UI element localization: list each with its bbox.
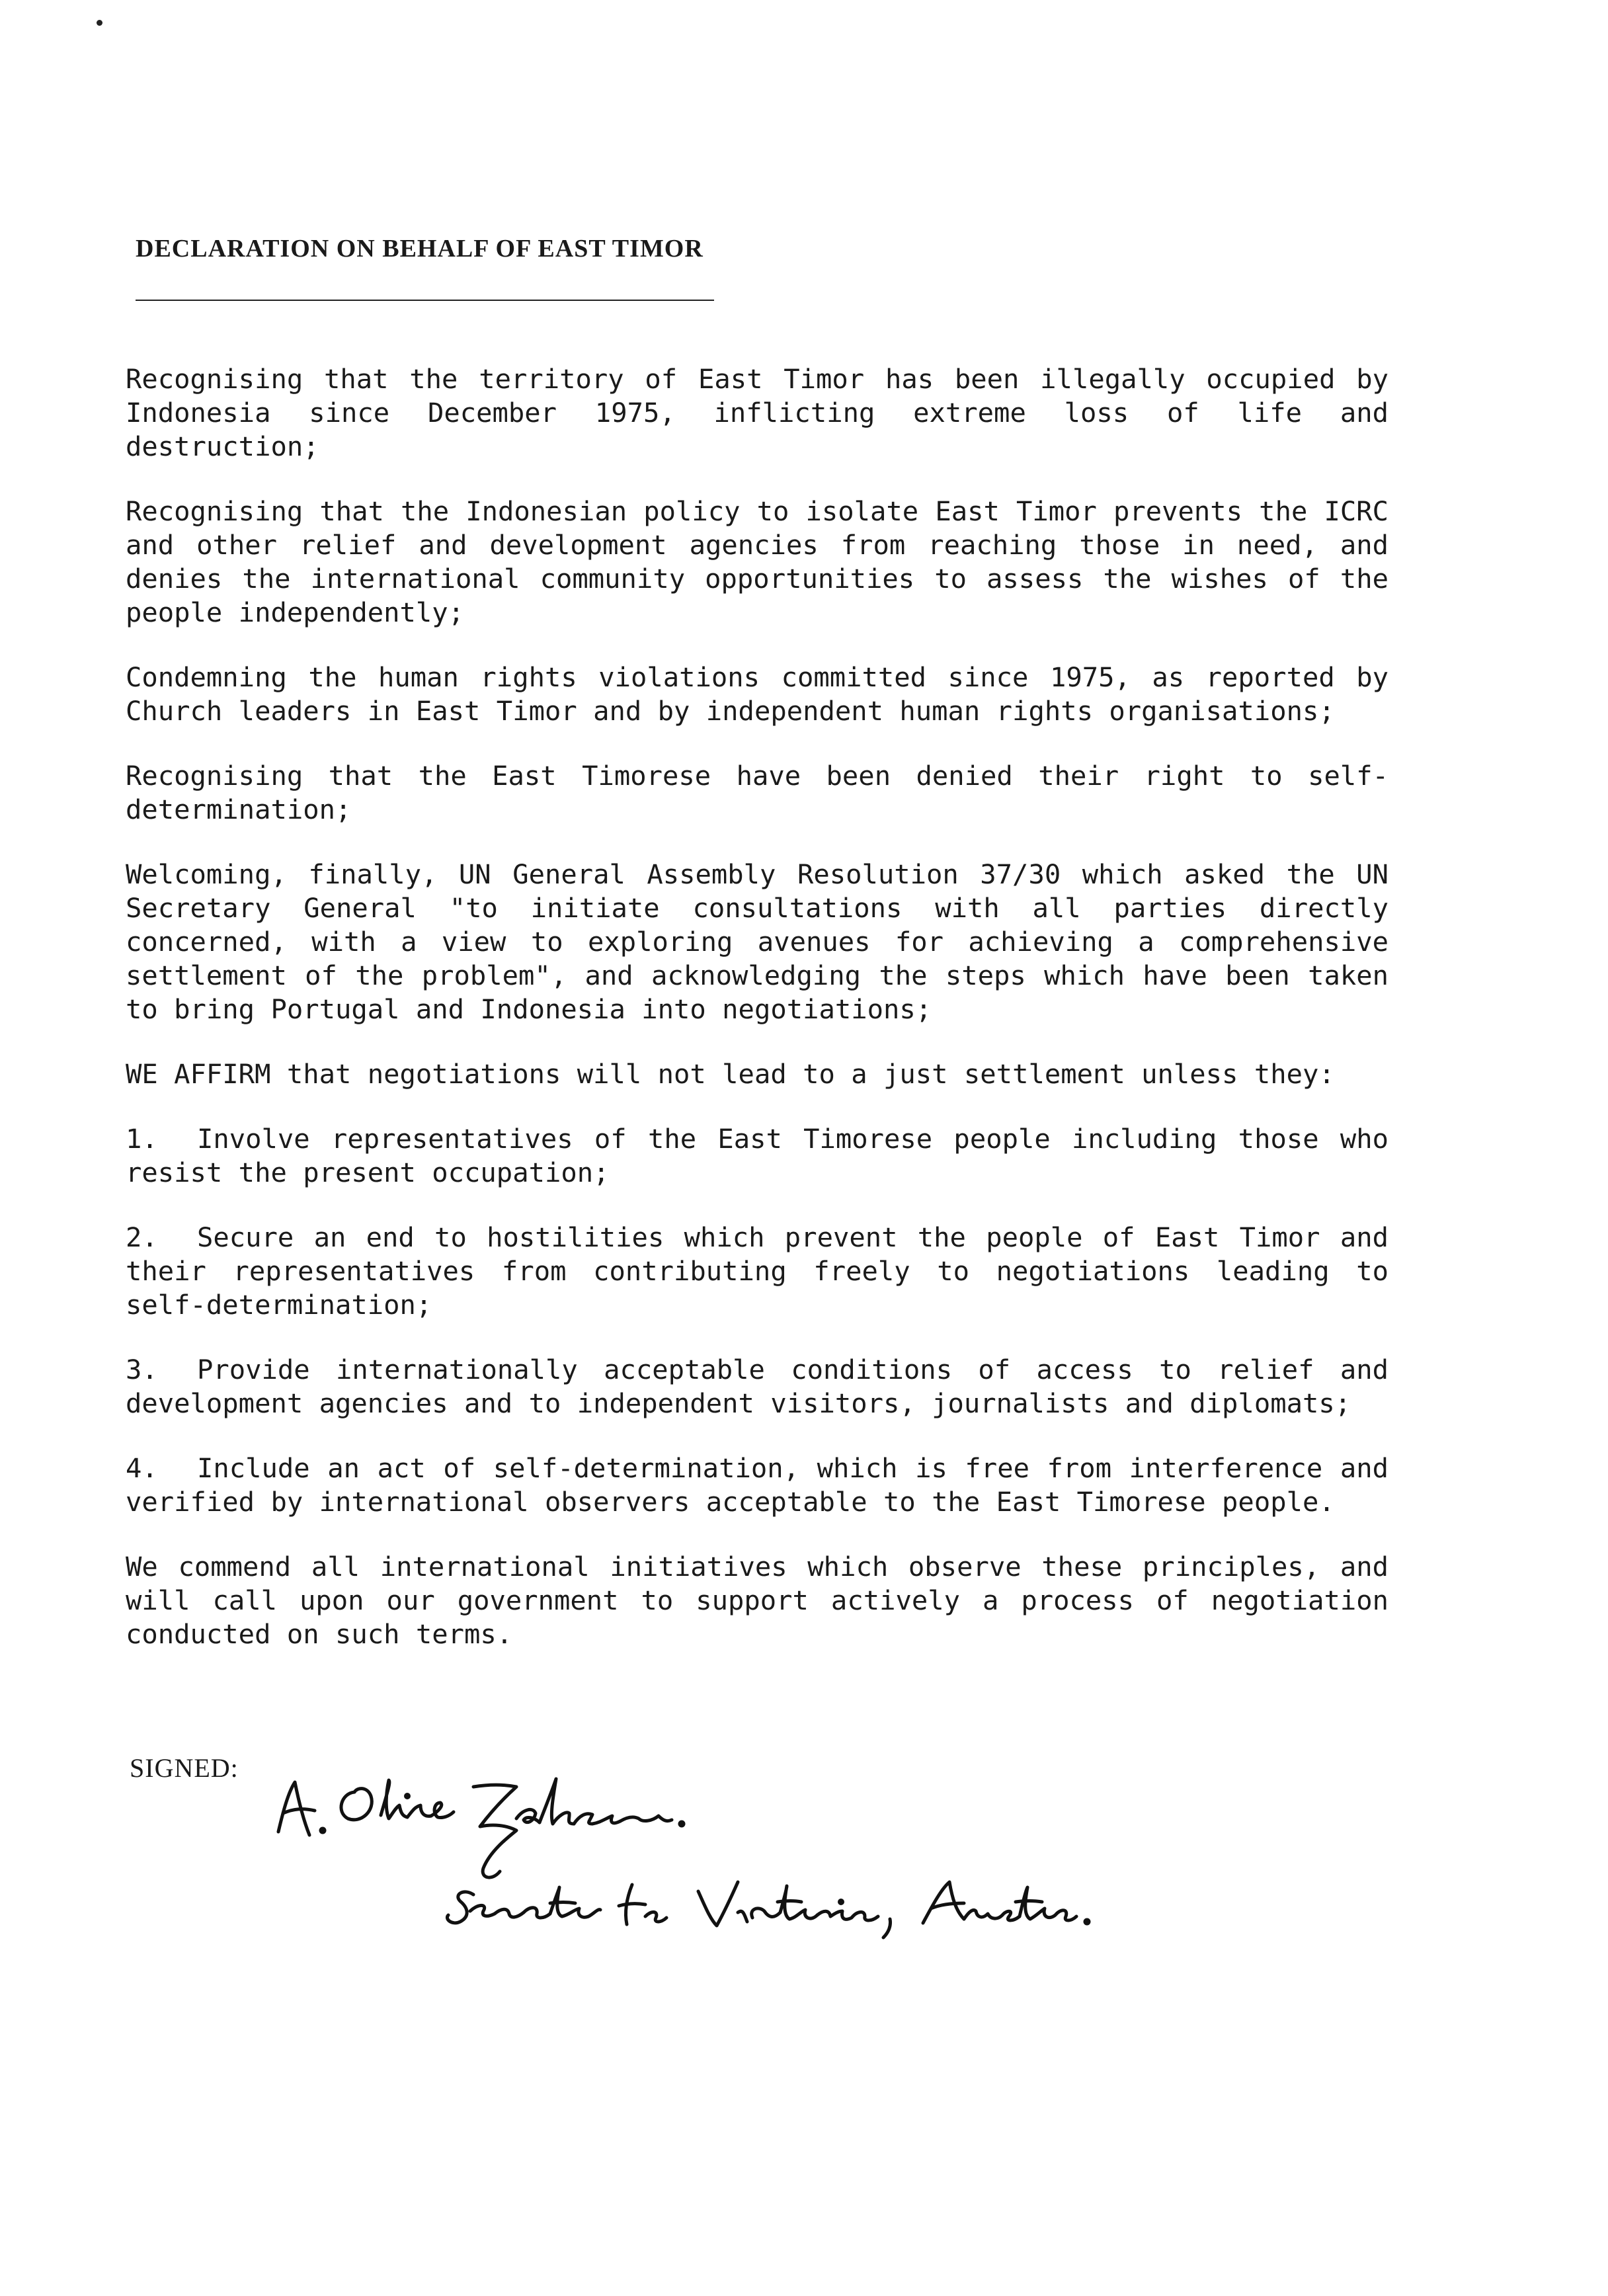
- document-title: DECLARATION ON BEHALF OF EAST TIMOR: [136, 235, 704, 263]
- paragraph-3: Condemning the human rights violations committed since 1975, as reported by Church leaders in East Timor and by independent human rights organisations;: [126, 661, 1388, 727]
- list-item-number: 3.: [126, 1354, 158, 1385]
- title-underline: [136, 300, 714, 301]
- closing-paragraph: We commend all international initiatives which observe these principles, and will call upon our government to support actively a process of negotiation conducted on such terms.: [126, 1551, 1388, 1650]
- list-item-number: 4.: [126, 1452, 158, 1484]
- paragraph-affirm: WE AFFIRM that negotiations will not lead to a just settlement unless they:: [126, 1058, 1335, 1090]
- list-item-text: Provide internationally acceptable conditions of access to relief and development agencies and to independent visitors, journalists and diplomats;: [126, 1354, 1388, 1419]
- scan-speck: [97, 20, 102, 26]
- list-item-text: Include an act of self-determination, which is free from interference and verified by international observers acceptable to the East Timorese people.: [126, 1452, 1388, 1518]
- list-item-2: [126, 1221, 1388, 1322]
- heading-block: [136, 233, 717, 265]
- list-item-3: [126, 1353, 1388, 1420]
- paragraph-1: Recognising that the territory of East Timor has been illegally occupied by Indonesia since December 1975, inflicting extreme loss of life and destruction;: [126, 363, 1388, 462]
- paragraph-4: Recognising that the East Timorese have been denied their right to self-determination;: [126, 760, 1388, 825]
- declaration-body: [126, 362, 1388, 1651]
- list-item-text: Secure an end to hostilities which prevent the people of East Timor and their representatives from contributing freely to negotiations leading to self-determination;: [126, 1221, 1388, 1321]
- signature-block: [130, 1752, 1121, 1951]
- list-item-4: [126, 1452, 1388, 1519]
- list-item-number: 2.: [126, 1221, 158, 1253]
- list-item-number: 1.: [126, 1123, 158, 1155]
- list-item-1: [126, 1122, 1388, 1190]
- paragraph-5: Welcoming, finally, UN General Assembly Resolution 37/30 which asked the UN Secretary General "to initiate consultations with all parties directly concerned, with a view to exploring avenues for achieving a comprehensive settlement of the problem", and acknowledging the steps which have been taken to bring Portugal and Indonesia into negotiations;: [126, 858, 1388, 1025]
- list-item-text: Involve representatives of the East Timorese people including those who resist the present occupation;: [126, 1123, 1388, 1188]
- signed-label: SIGNED:: [130, 1753, 239, 1783]
- paragraph-2: Recognising that the Indonesian policy to isolate East Timor prevents the ICRC and other relief and development agencies from reaching those in need, and denies the international community opportunities to assess the wishes of the people independently;: [126, 495, 1388, 628]
- handwritten-signature: [130, 1752, 1121, 1951]
